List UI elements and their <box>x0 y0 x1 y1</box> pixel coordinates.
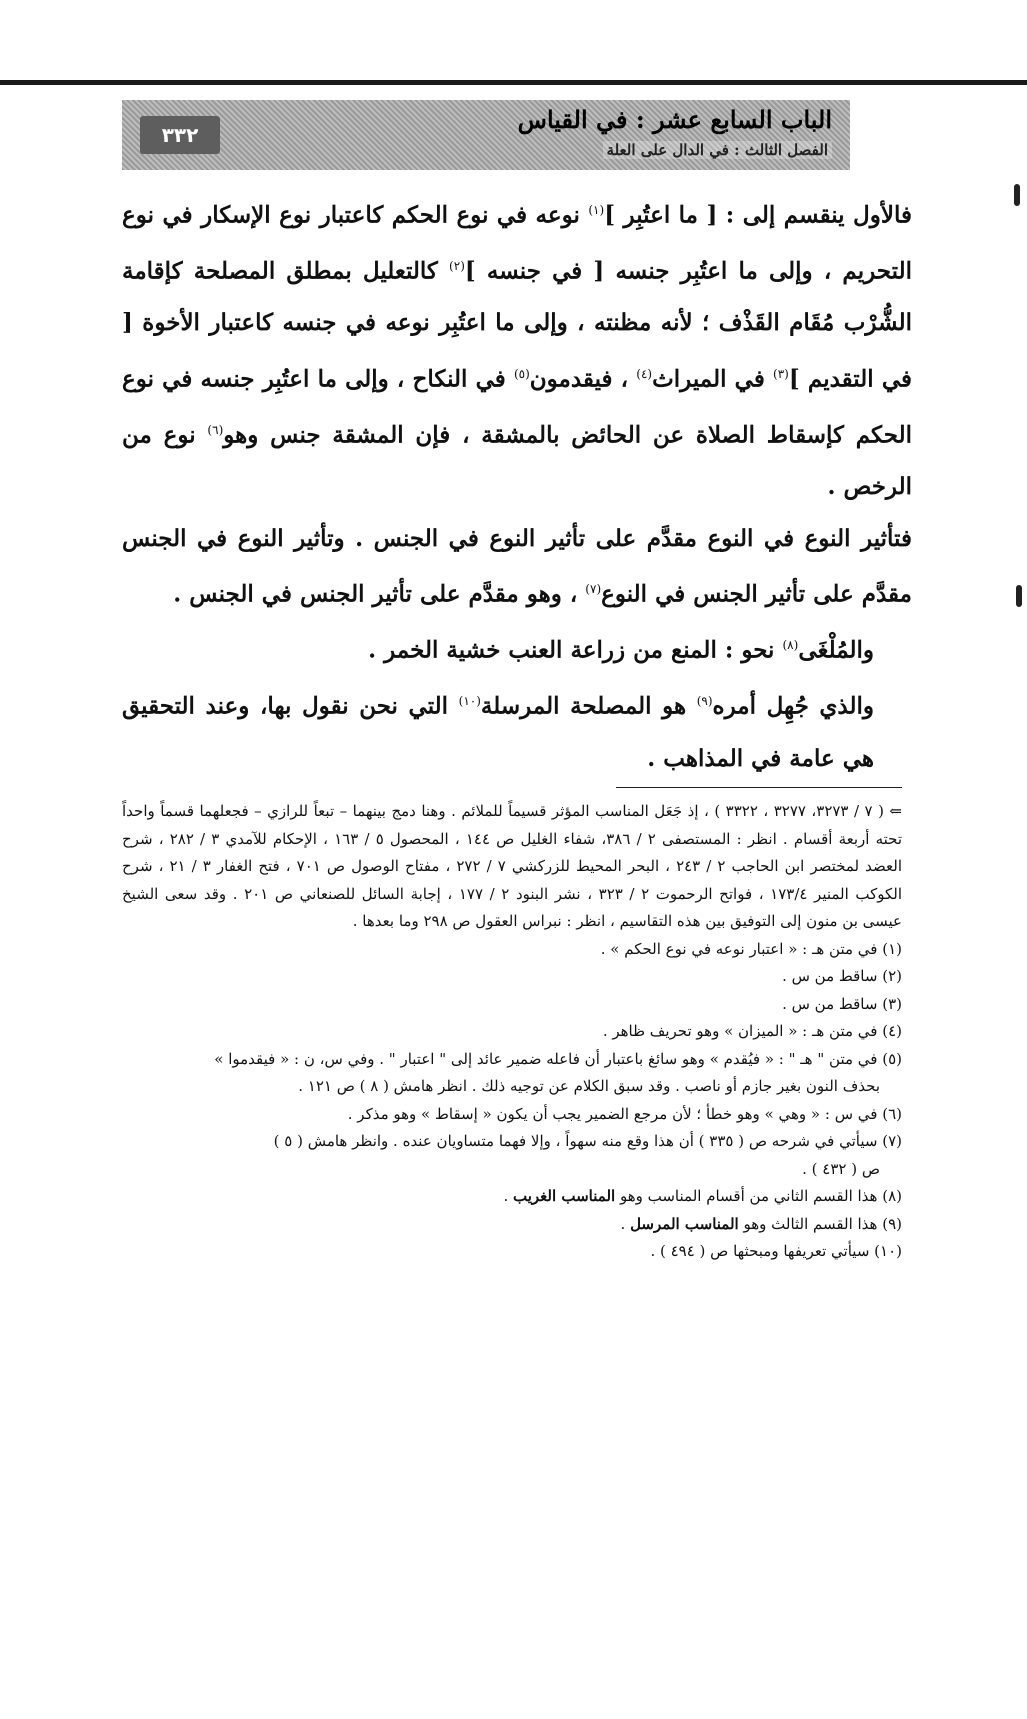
footnote-9: (٩) هذا القسم الثالث وهو المناسب المرسل . <box>620 1214 902 1233</box>
footnote-1: (١) في متن هـ : « اعتبار نوعه في نوع الحكم » . <box>600 939 902 958</box>
paragraph-4: والذي جُهِل أمره$^{(٩)}$ هو المصلحة المرسلة$^{(١٠)}$ التي نحن نقول بها، وعند التحقيق هي عامة في المذاهب . <box>122 693 874 772</box>
margin-mark <box>1014 184 1020 206</box>
footnote-ref-7: (٧) <box>585 582 602 597</box>
footnote-continuation: ⇐ ( ٧ / ٣٢٧٣، ٣٢٧٧ ، ٣٣٢٢ ) ، إذ جَعَل المناسب المؤثر قسيماً للملائم . وهنا دمج بينهما – تبعاً للرازي – فجعلهما قسماً واحداً تحته أربعة أقسام . انظر : المستصفى ٢ / ٣٨٦، شفاء الغليل ص ١٤٤ ، المحصول ٥ / ١٦٣ ، الإحكام للآمدي ٣ / ٢٨٢ ، شرح العضد لمختصر ابن الحاجب ٢ / ٢٤٣ ، البحر المحيط للزركشي ٧ / ٢٧٢ ، مفتاح الوصول ص ٧٠١ ، فتح الغفار ٣ / ٢١ ، شرح الكوكب المنير ١٧٣/٤ ، فواتح الرحموت ٢ / ٣٢٣ ، نشر البنود ٢ / ١٧٧ ، إجابة السائل للصنعاني ص ٢٠١ . وقد سعى الشيخ عيسى بن منون إلى التوفيق بين هذه التقاسيم ، انظر : نبراس العقول ص ٢٩٨ وما بعدها . <box>122 802 903 930</box>
footnote-3: (٣) ساقط من س . <box>782 994 902 1013</box>
footnote-5: (٥) في متن " هـ " : « فيُقدم » وهو سائغ باعتبار أن فاعله ضمير عائد إلى " اعتبار " . وفي س، ن : « فيقدموا » <box>214 1049 902 1068</box>
margin-mark <box>1016 585 1022 607</box>
paragraph-3: والمُلْغَى$^{(٨)}$ نحو : المنع من زراعة العنب خشية الخمر . <box>368 636 874 664</box>
footnote-8: (٨) هذا القسم الثاني من أقسام المناسب وهو المناسب الغريب . <box>503 1187 902 1205</box>
footnote-ref-5: (٥) <box>513 366 530 381</box>
footnote-10: (١٠) سيأتي تعريفها ومبحثها ص ( ٤٩٤ ) . <box>650 1242 902 1260</box>
footnote-5-continued: بحذف النون بغير جازم أو ناصب . وقد سبق الكلام عن توجيه ذلك . انظر هامش ( ٨ ) ص ١٢١ . <box>298 1077 880 1095</box>
footnote-2: (٢) ساقط من س . <box>782 967 902 985</box>
footnote-ref-1: (١) <box>588 203 605 217</box>
paragraph-2: فتأثير النوع في النوع مقدَّم على تأثير النوع في الجنس . وتأثير النوع في الجنس مقدَّم على تأثير الجنس في النوع$^{(٧)}$ ، وهو مقدَّم على تأثير الجنس في الجنس . <box>122 524 912 608</box>
footnote-6: (٦) في س : « وهي » وهو خطأ ؛ لأن مرجع الضمير يجب أن يكون « إسقاط » وهو مذكر . <box>347 1104 902 1123</box>
footnotes <box>122 798 902 1266</box>
footnote-ref-2: (٢) <box>449 259 465 274</box>
chapter-title: الباب السابع عشر : في القياس <box>517 105 832 134</box>
footnote-ref-6: (٦) <box>207 422 224 437</box>
footnote-ref-10: (١٠) <box>458 694 481 709</box>
footnote-ref-9: (٩) <box>696 694 713 709</box>
footnote-ref-3: (٣) <box>773 366 789 381</box>
main-text <box>122 185 912 784</box>
footnote-ref-4: (٤) <box>636 366 653 381</box>
footnote-ref-8: (٨) <box>782 638 799 653</box>
top-rule <box>0 80 1027 85</box>
paragraph-1: فالأول ينقسم إلى : [ ما اعتُبِر ]$^{(١)}$ نوعه في نوع الحكم كاعتبار نوع الإسكار في نوع التحريم ، وإلى ما اعتُبِر جنسه [ في جنسه ]$^{(٢)}$ كالتعليل بمطلق المصلحة كإقامة الشُّرْب مُقَام القَذْف ؛ لأنه مظنته ، وإلى ما اعتُبِر نوعه في جنسه كاعتبار الأخوة [ في التقديم ]$^{(٣)}$ في الميراث$^{(٤)}$ ، فيقدمون$^{(٥)}$ في النكاح ، وإلى ما اعتُبِر جنسه في نوع الحكم كإسقاط الصلاة عن الحائض بالمشقة ، فإن المشقة جنس وهو$^{(٦)}$ نوع من الرخص . <box>122 201 912 501</box>
footnote-7-continued: ص ( ٤٣٢ ) . <box>802 1159 880 1178</box>
footnote-7: (٧) سيأتي في شرحه ص ( ٣٣٥ ) أن هذا وقع منه سهواً ، وإلا فهما متساويان عنده . وانظر هامش ( ٥ ) <box>273 1132 902 1150</box>
page-number: ٣٣٢ <box>140 116 220 154</box>
footnote-4: (٤) في متن هـ : « الميزان » وهو تحريف ظاهر . <box>602 1022 902 1040</box>
section-title: الفصل الثالث : في الدال على العلة <box>603 141 832 159</box>
footnote-separator <box>616 787 902 788</box>
